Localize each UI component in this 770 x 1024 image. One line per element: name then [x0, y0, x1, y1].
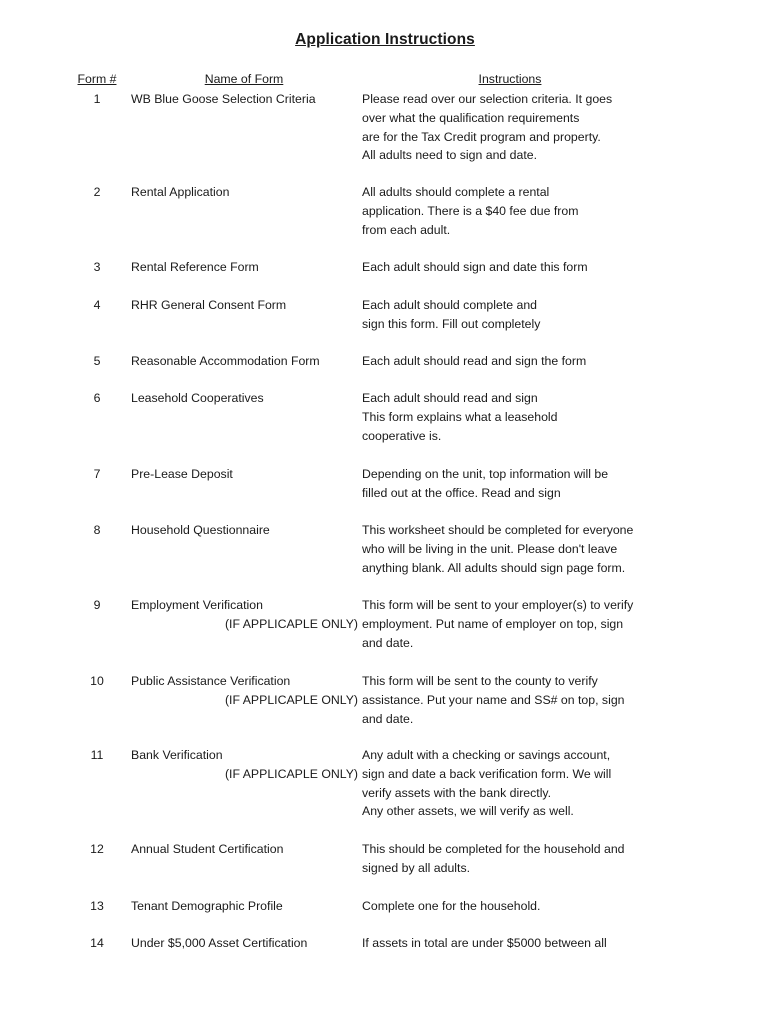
instruction-line: If assets in total are under $5000 between all	[362, 936, 607, 950]
form-name: RHR General Consent Form	[131, 298, 287, 312]
instruction-line: anything blank. All adults should sign page form.	[362, 560, 626, 575]
form-number: 14	[90, 936, 104, 950]
form-number: 3	[93, 260, 101, 274]
form-name: Tenant Demographic Profile	[131, 899, 283, 913]
instruction-line: Please read over our selection criteria. It goes	[362, 92, 613, 106]
form-instructions	[362, 389, 662, 445]
form-instructions	[362, 521, 662, 577]
instruction-line: This should be completed for the household and	[362, 842, 625, 856]
instruction-line: Each adult should complete and	[362, 298, 538, 312]
column-header-name-of-form: Name of Form	[204, 72, 284, 86]
form-name-cell	[131, 840, 358, 859]
instruction-line: This form will be sent to the county to verify	[362, 674, 598, 688]
form-name: Pre-Lease Deposit	[131, 467, 233, 481]
form-name: Leasehold Cooperatives	[131, 391, 264, 405]
instruction-line: and date.	[362, 635, 414, 650]
form-number: 7	[93, 467, 101, 481]
instruction-line: who will be living in the unit. Please don't leave	[362, 541, 618, 556]
form-name: Public Assistance Verification	[131, 674, 291, 688]
form-instructions	[362, 183, 662, 239]
form-name: Rental Reference Form	[131, 260, 259, 274]
form-name-cell	[131, 521, 358, 540]
form-applicability-note: (IF APPLICAPLE ONLY)	[224, 616, 358, 631]
form-name: Under $5,000 Asset Certification	[131, 936, 308, 950]
instruction-line: employment. Put name of employer on top, sign	[362, 616, 624, 631]
form-instructions	[362, 672, 662, 728]
form-name-cell	[131, 296, 358, 315]
instruction-line: sign and date a back verification form. We will	[362, 766, 612, 781]
form-number: 13	[90, 899, 104, 913]
form-number: 6	[93, 391, 101, 405]
instruction-line: All adults need to sign and date.	[362, 148, 538, 163]
instruction-line: verify assets with the bank directly.	[362, 785, 552, 800]
instruction-line: All adults should complete a rental	[362, 185, 550, 199]
form-name-cell	[131, 672, 358, 710]
form-number: 4	[93, 298, 101, 312]
form-applicability-note: (IF APPLICAPLE ONLY)	[224, 692, 358, 707]
instruction-line: assistance. Put your name and SS# on top, sign	[362, 692, 625, 707]
form-instructions	[362, 746, 662, 821]
instruction-line: filled out at the office. Read and sign	[362, 485, 561, 500]
instruction-line: This form explains what a leasehold	[362, 409, 558, 424]
form-number: 11	[90, 748, 104, 762]
form-instructions	[362, 934, 662, 953]
form-name-cell	[131, 90, 358, 109]
column-header-form-number: Form #	[77, 72, 117, 86]
page-title: Application Instructions	[295, 31, 475, 48]
form-applicability-note: (IF APPLICAPLE ONLY)	[224, 766, 358, 781]
form-name: Household Questionnaire	[131, 523, 270, 537]
form-name-cell	[131, 746, 358, 784]
instruction-line: and date.	[362, 711, 414, 726]
form-name-cell	[131, 934, 358, 953]
form-name-cell	[131, 352, 358, 371]
form-name: Employment Verification	[131, 598, 263, 612]
instruction-line: Any adult with a checking or savings account,	[362, 748, 611, 762]
instruction-line: This worksheet should be completed for everyone	[362, 523, 634, 537]
form-number: 5	[93, 354, 101, 368]
instruction-line: Complete one for the household.	[362, 899, 541, 913]
instruction-line: This form will be sent to your employer(s) to verify	[362, 598, 634, 612]
form-name-cell	[131, 465, 358, 484]
instruction-line: Any other assets, we will verify as well.	[362, 804, 574, 819]
form-instructions	[362, 897, 662, 916]
instruction-line: signed by all adults.	[362, 860, 471, 875]
form-name-cell	[131, 897, 358, 916]
column-header-instructions: Instructions	[478, 72, 542, 86]
instruction-line: application. There is a $40 fee due from	[362, 203, 579, 218]
form-number: 8	[93, 523, 101, 537]
form-instructions	[362, 90, 662, 165]
instruction-line: cooperative is.	[362, 428, 442, 443]
instruction-line: are for the Tax Credit program and property.	[362, 129, 601, 144]
form-name: Rental Application	[131, 185, 230, 199]
form-instructions	[362, 596, 662, 652]
form-number: 10	[90, 674, 104, 688]
instruction-line: Each adult should sign and date this form	[362, 260, 588, 274]
form-name: Annual Student Certification	[131, 842, 284, 856]
form-name-cell	[131, 389, 358, 408]
instruction-line: Each adult should read and sign	[362, 391, 538, 405]
instruction-line: from each adult.	[362, 222, 451, 237]
form-name: Bank Verification	[131, 748, 223, 762]
instruction-line: over what the qualification requirements	[362, 110, 580, 125]
instruction-line: sign this form. Fill out completely	[362, 316, 541, 331]
instruction-line: Depending on the unit, top information will be	[362, 467, 609, 481]
form-number: 9	[93, 598, 101, 612]
form-name: Reasonable Accommodation Form	[131, 354, 320, 368]
form-instructions	[362, 296, 662, 334]
form-number: 2	[93, 185, 101, 199]
form-name-cell	[131, 258, 358, 277]
form-number: 12	[90, 842, 104, 856]
form-name: WB Blue Goose Selection Criteria	[131, 92, 316, 106]
form-instructions	[362, 258, 662, 277]
form-instructions	[362, 465, 662, 503]
form-instructions	[362, 352, 662, 371]
form-name-cell	[131, 596, 358, 634]
form-name-cell	[131, 183, 358, 202]
form-number: 1	[93, 92, 101, 106]
instruction-line: Each adult should read and sign the form	[362, 354, 587, 368]
form-instructions	[362, 840, 662, 878]
